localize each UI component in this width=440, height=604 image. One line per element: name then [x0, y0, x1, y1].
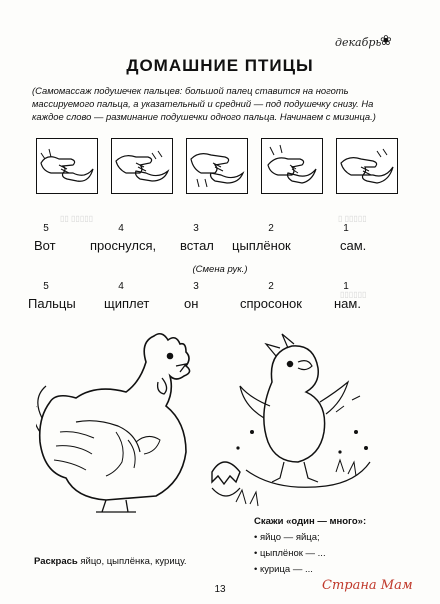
finger-number: 5 [43, 281, 49, 292]
rhyme-word: цыплёнок [232, 238, 291, 253]
rhyme-word: встал [180, 238, 214, 253]
finger-number: 2 [268, 281, 274, 292]
task-title: Скажи «один — много»: [254, 516, 367, 527]
task-item: • цыплёнок — ... [254, 548, 326, 559]
finger-number: 4 [118, 281, 124, 292]
rhyme-word: он [184, 296, 199, 311]
month-label: декабрь [335, 36, 382, 49]
finger-number: 5 [43, 223, 49, 234]
hen-drawing [36, 334, 190, 512]
rhyme-word: проснулся, [90, 238, 157, 253]
rhyme-word: Пальцы [28, 296, 76, 311]
finger-number: 1 [343, 281, 349, 292]
plural-task [254, 514, 424, 578]
finger-number: 4 [118, 223, 124, 234]
hand-illustrations [36, 138, 396, 200]
page-number: 13 [214, 584, 226, 595]
hand-picture-5 [336, 138, 398, 194]
hand-picture-3 [186, 138, 248, 194]
coloring-instruction [34, 556, 187, 567]
hand-picture-1 [36, 138, 98, 194]
rhyme-word: нам. [334, 296, 361, 311]
egg-shell-drawing [212, 462, 240, 496]
change-hands-note: (Смена рук.) [192, 264, 248, 275]
rhyme-word: сам. [340, 238, 367, 253]
show-through-text: ▯▯▯▯▯▯ [340, 290, 367, 299]
show-through-text: ▯ ▯▯▯▯▯ [338, 214, 367, 223]
site-watermark: Страна Мам [322, 578, 413, 593]
hen-and-chick-illustration [36, 322, 396, 518]
finger-number: 1 [343, 223, 349, 234]
finger-number: 2 [268, 223, 274, 234]
finger-number: 3 [193, 223, 199, 234]
rhyme-word: спросонок [240, 296, 302, 311]
finger-number: 3 [193, 281, 199, 292]
rhyme-word: щиплет [104, 296, 150, 311]
task-item: • курица — ... [254, 564, 313, 575]
hand-picture-4 [261, 138, 323, 194]
instruction-text: (Самомассаж подушечек пальцев: большой палец ставится на ноготь массируемого пальца, а указательный и средний — под подушечку снизу. На каждое слово — разминание подушечки одного пальца. Начинаем с мизинца.) [32, 85, 376, 122]
caption-verb: Раскрась [34, 556, 78, 567]
chick-drawing [240, 334, 370, 487]
page-title: ДОМАШНИЕ ПТИЦЫ [126, 56, 314, 75]
scattered-grain [236, 430, 368, 454]
hand-picture-2 [111, 138, 173, 194]
task-item: • яйцо — яйца; [254, 532, 320, 543]
show-through-text: ▯▯ ▯▯▯▯▯ [60, 214, 94, 223]
rhyme-word: Вот [34, 238, 56, 253]
caption-text: яйцо, цыплёнка, курицу. [77, 556, 187, 567]
snowflake-icon: ❀ [380, 32, 392, 48]
